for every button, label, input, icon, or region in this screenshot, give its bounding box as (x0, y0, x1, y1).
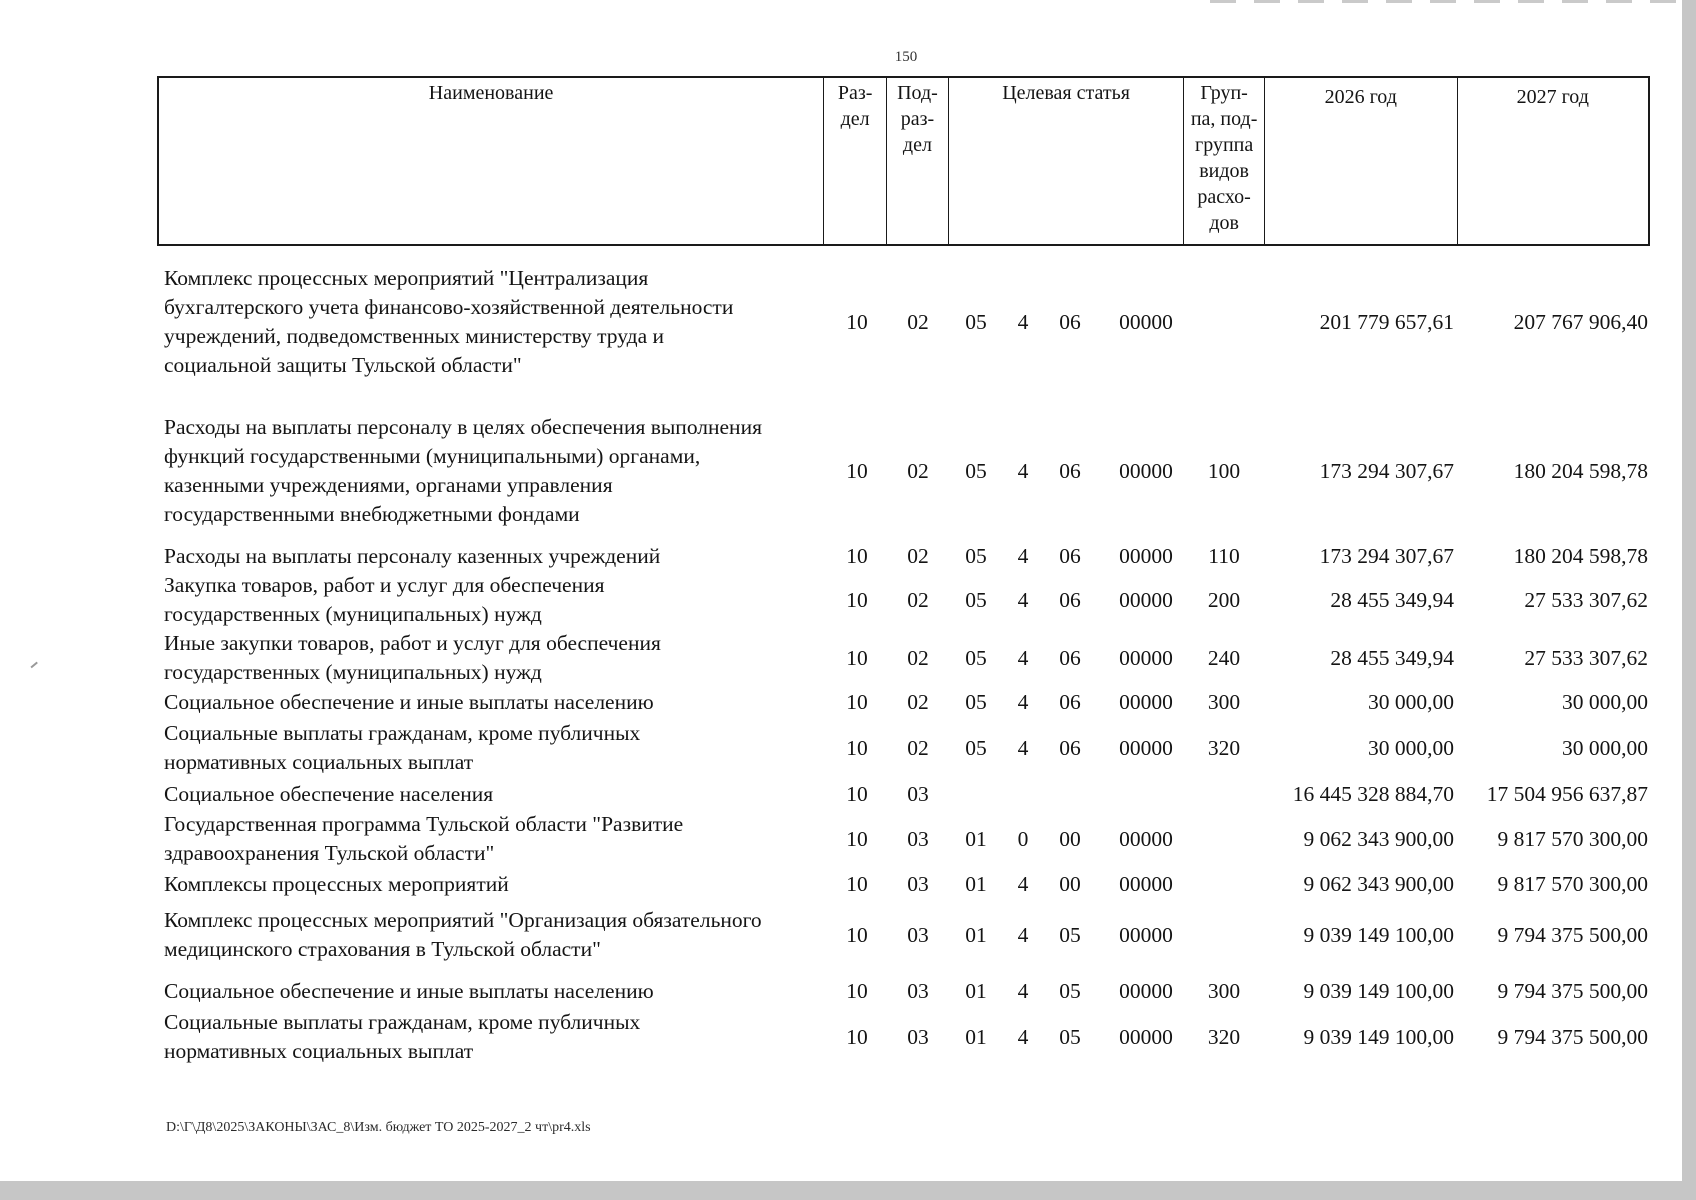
row-target-direction: 00000 (1119, 645, 1173, 670)
row-target-direction: 00000 (1119, 309, 1173, 334)
row-name: Иные закупки товаров, работ и услуг для обеспечения государственных (муниципальных) нужд (164, 631, 661, 684)
header-razdel: Раз- дел (824, 78, 887, 244)
row-target-direction (1110, 778, 1182, 810)
table-row (0, 975, 1682, 1007)
table-row (0, 900, 1682, 970)
row-podrazdel: 02 (907, 543, 929, 568)
table-header (157, 76, 1650, 246)
row-target-direction: 00000 (1119, 689, 1173, 714)
row-target-subprogram: 06 (1059, 587, 1081, 612)
row-amount-2026: 28 455 349,94 (1330, 645, 1454, 670)
row-podrazdel: 02 (907, 645, 929, 670)
row-target-program: 05 (965, 587, 987, 612)
row-amount-2026: 9 039 149 100,00 (1303, 922, 1454, 947)
file-path-footer: D:\Г\Д8\2025\ЗАКОНЫ\ЗАС_8\Изм. бюджет ТО 2025-2027_2 чт\pr4.xls (166, 1120, 591, 1135)
row-name: Комплекс процессных мероприятий "Организация обязательного медицинского страхования в Тульской области" (164, 908, 762, 961)
row-target-subprogram: 06 (1059, 543, 1081, 568)
row-target-direction: 00000 (1119, 871, 1173, 896)
row-podrazdel: 03 (907, 871, 929, 896)
row-amount-2027: 9 794 375 500,00 (1497, 978, 1648, 1003)
header-name: Наименование (159, 78, 824, 244)
row-razdel: 10 (846, 458, 868, 483)
row-target-direction: 00000 (1119, 458, 1173, 483)
table-row (0, 255, 1682, 389)
row-expense-group (1199, 810, 1249, 868)
row-target-program: 05 (965, 458, 987, 483)
row-name: Социальные выплаты гражданам, кроме публичных нормативных социальных выплат (164, 721, 641, 774)
row-amount-2027: 9 794 375 500,00 (1497, 1024, 1648, 1049)
row-expense-group (1199, 900, 1249, 970)
row-target-program: 05 (965, 645, 987, 670)
row-razdel: 10 (846, 587, 868, 612)
scan-edge-dashes (1210, 0, 1680, 3)
row-target-program: 05 (965, 309, 987, 334)
header-expense-group: Груп- па, под- группа видов расхо- дов (1184, 78, 1265, 244)
row-target-program (956, 778, 996, 810)
row-amount-2026: 9 039 149 100,00 (1303, 978, 1454, 1003)
row-expense-group (1199, 778, 1249, 810)
row-expense-group: 320 (1207, 735, 1241, 760)
header-year-2026: 2026 год (1265, 78, 1457, 244)
row-razdel: 10 (846, 871, 868, 896)
row-name: Комплексы процессных мероприятий (164, 871, 509, 896)
table-row (0, 810, 1682, 868)
row-amount-2027: 27 533 307,62 (1524, 587, 1648, 612)
row-razdel: 10 (846, 543, 868, 568)
row-podrazdel: 03 (907, 1024, 929, 1049)
row-name: Государственная программа Тульской области "Развитие здравоохранения Тульской области" (164, 812, 684, 865)
row-target-type: 4 (1017, 309, 1029, 334)
row-target-program: 01 (965, 871, 987, 896)
row-target-program: 01 (965, 1024, 987, 1049)
row-target-program: 01 (965, 922, 987, 947)
row-target-subprogram: 06 (1059, 458, 1081, 483)
row-target-direction: 00000 (1119, 1024, 1173, 1049)
row-amount-2027: 9 794 375 500,00 (1497, 922, 1648, 947)
row-target-program: 05 (965, 689, 987, 714)
row-target-subprogram: 06 (1059, 689, 1081, 714)
row-expense-group: 100 (1207, 458, 1241, 483)
row-amount-2026: 30 000,00 (1368, 735, 1454, 760)
row-target-subprogram: 05 (1059, 978, 1081, 1003)
row-razdel: 10 (846, 1024, 868, 1049)
header-year-2027: 2027 год (1516, 86, 1589, 108)
row-podrazdel: 02 (907, 689, 929, 714)
row-amount-2026: 173 294 307,67 (1319, 543, 1454, 568)
table-row (0, 718, 1682, 778)
row-razdel: 10 (846, 689, 868, 714)
row-target-program: 01 (965, 826, 987, 851)
table-row (0, 402, 1682, 540)
row-target-type: 4 (1017, 689, 1029, 714)
row-expense-group (1199, 868, 1249, 900)
row-podrazdel: 02 (907, 735, 929, 760)
row-razdel: 10 (846, 309, 868, 334)
row-podrazdel: 02 (907, 587, 929, 612)
row-target-direction: 00000 (1119, 587, 1173, 612)
row-razdel: 10 (846, 645, 868, 670)
row-amount-2027: 30 000,00 (1562, 689, 1648, 714)
row-amount-2027: 9 817 570 300,00 (1497, 826, 1648, 851)
row-podrazdel: 03 (907, 978, 929, 1003)
row-amount-2027: 180 204 598,78 (1513, 543, 1648, 568)
row-target-program: 05 (965, 735, 987, 760)
row-razdel: 10 (846, 781, 868, 806)
row-target-subprogram: 00 (1059, 826, 1081, 851)
row-name: Комплекс процессных мероприятий "Централизация бухгалтерского учета финансово-хозяйственной деятельности учреждений, подведомственных министерству труда и социальной защиты Тульской области" (164, 266, 734, 377)
table-row (0, 778, 1682, 810)
row-target-subprogram: 06 (1059, 309, 1081, 334)
row-razdel: 10 (846, 735, 868, 760)
table-row (0, 868, 1682, 900)
row-amount-2026: 16 445 328 884,70 (1292, 781, 1454, 806)
row-target-type: 4 (1017, 587, 1029, 612)
row-name: Социальные выплаты гражданам, кроме публичных нормативных социальных выплат (164, 1010, 641, 1063)
row-amount-2027: 180 204 598,78 (1513, 458, 1648, 483)
table-row (0, 1007, 1682, 1067)
header-target-article: Целевая статья (949, 78, 1184, 244)
row-razdel: 10 (846, 978, 868, 1003)
row-amount-2027: 30 000,00 (1562, 735, 1648, 760)
row-target-direction: 00000 (1119, 922, 1173, 947)
row-name: Социальное обеспечение и иные выплаты населению (164, 689, 654, 714)
row-target-type: 4 (1017, 735, 1029, 760)
row-target-type: 4 (1017, 645, 1029, 670)
row-podrazdel: 03 (907, 922, 929, 947)
row-amount-2026: 173 294 307,67 (1319, 458, 1454, 483)
row-expense-group: 240 (1207, 645, 1241, 670)
row-target-direction: 00000 (1119, 826, 1173, 851)
row-razdel: 10 (846, 826, 868, 851)
row-name: Расходы на выплаты персоналу казенных учреждений (164, 543, 661, 568)
row-target-program: 05 (965, 543, 987, 568)
row-expense-group: 320 (1207, 1024, 1241, 1049)
row-name: Социальное обеспечение и иные выплаты населению (164, 978, 654, 1003)
row-name: Расходы на выплаты персоналу в целях обеспечения выполнения функций государственными (муниципальными) органами, казенными учреждениями, органами управления государственными внебюджетными фондами (164, 415, 762, 526)
row-target-program: 01 (965, 978, 987, 1003)
table-row (0, 628, 1682, 688)
row-podrazdel: 02 (907, 458, 929, 483)
row-name: Закупка товаров, работ и услуг для обеспечения государственных (муниципальных) нужд (164, 573, 605, 626)
header-podrazdel: Под- раз- дел (887, 78, 949, 244)
row-target-type: 4 (1017, 922, 1029, 947)
row-expense-group: 200 (1207, 587, 1241, 612)
row-target-subprogram: 05 (1059, 922, 1081, 947)
row-expense-group: 110 (1208, 543, 1240, 568)
row-target-type: 4 (1017, 1024, 1029, 1049)
row-amount-2026: 9 039 149 100,00 (1303, 1024, 1454, 1049)
row-podrazdel: 03 (907, 781, 929, 806)
row-target-type: 4 (1017, 458, 1029, 483)
page-number: 150 (894, 49, 918, 65)
row-amount-2026: 9 062 343 900,00 (1303, 826, 1454, 851)
row-amount-2026: 9 062 343 900,00 (1303, 871, 1454, 896)
row-expense-group: 300 (1207, 689, 1241, 714)
row-target-subprogram: 00 (1059, 871, 1081, 896)
row-amount-2027: 17 504 956 637,87 (1486, 781, 1648, 806)
table-row (0, 540, 1682, 572)
row-target-subprogram: 05 (1059, 1024, 1081, 1049)
row-target-direction: 00000 (1119, 543, 1173, 568)
row-amount-2027: 27 533 307,62 (1524, 645, 1648, 670)
row-target-subprogram: 06 (1059, 645, 1081, 670)
row-target-direction: 00000 (1119, 978, 1173, 1003)
row-razdel: 10 (846, 922, 868, 947)
row-expense-group (1199, 255, 1249, 389)
row-amount-2026: 30 000,00 (1368, 689, 1454, 714)
row-target-type: 4 (1017, 978, 1029, 1003)
table-row (0, 572, 1682, 628)
row-amount-2027: 207 767 906,40 (1513, 309, 1648, 334)
table-row (0, 686, 1682, 718)
row-amount-2027: 9 817 570 300,00 (1497, 871, 1648, 896)
row-target-subprogram: 06 (1059, 735, 1081, 760)
row-target-type: 0 (1017, 826, 1029, 851)
row-amount-2026: 28 455 349,94 (1330, 587, 1454, 612)
row-target-type: 4 (1017, 543, 1029, 568)
row-expense-group: 300 (1207, 978, 1241, 1003)
row-target-type (1012, 778, 1034, 810)
row-target-direction: 00000 (1119, 735, 1173, 760)
row-target-type: 4 (1017, 871, 1029, 896)
row-podrazdel: 03 (907, 826, 929, 851)
row-name: Социальное обеспечение населения (164, 781, 494, 806)
row-amount-2026: 201 779 657,61 (1319, 309, 1454, 334)
row-podrazdel: 02 (907, 309, 929, 334)
row-target-subprogram (1052, 778, 1088, 810)
